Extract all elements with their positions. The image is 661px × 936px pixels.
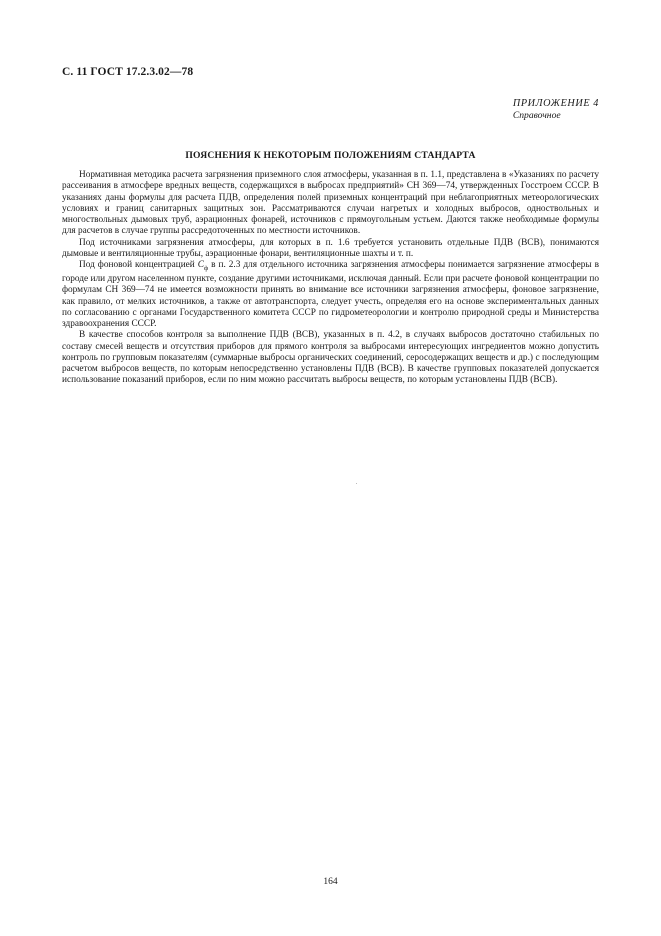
paragraph-pollution-sources: Под источниками загрязнения атмосферы, для которых в п. 1.6 требуется установить отдельные ПДВ (ВСВ), понимаются дымовые и вентиляционные трубы, аэрационные фонари, вентиляционные шахты и т. п. [62, 237, 599, 259]
scan-speck [356, 483, 357, 484]
paragraph-methodology: Нормативная методика расчета загрязнения приземного слоя атмосферы, указанная в п. 1.1, представлена в «Указаниях по расчету рассеивания в атмосфере вредных веществ, содержащихся в выбросах предприятий» СН 369—74, утвержденных Госстроем СССР. В указаниях даны формулы для расчета ПДВ, определения полей приземных концентраций при неблагоприятных метеорологических условиях и границ санитарных защитных зон. Рассматриваются случаи нагретых и холодных выбросов, одноствольных и многоствольных дымовых труб, аэрационных фонарей, источников с прямоугольным устьем. Даются также необходимые формулы для расчетов в случае группы рассредоточенных по местности источников. [62, 170, 599, 237]
body-text [62, 170, 599, 387]
paragraph-background-concentration [62, 260, 599, 330]
appendix-number: ПРИЛОЖЕНИЕ 4 [512, 98, 599, 109]
appendix-label [513, 98, 599, 122]
concentration-subscript: ф [203, 264, 209, 272]
paragraph-text-end: в п. 2.3 для отдельного источника загрязнения атмосферы понимается загрязнение атмосферы в городе или другом населенном пункте, создание другими источниками, исключая данный. Если при расчете фоновой концентрации по формулам СН 369—74 не имеется возможности принять во внимание все источники загрязнения атмосферы, фоновое загрязнение, как правило, от мелких источников, а также от автотранспорта, следует учесть, определяя его на основе экспериментальных данных по согласованию с органами Государственного комитета СССР по гидрометеорологии и контролю природной среды и Министерства здравоохранения СССР. [62, 260, 599, 330]
paragraph-text-start: Под фоновой концентрацией [79, 260, 198, 270]
concentration-symbol: C [197, 260, 204, 270]
paragraph-control-methods: В качестве способов контроля за выполнение ПДВ (ВСВ), указанных в п. 4.2, в случаях выбросов достаточно стабильных по составу смесей веществ и отсутствия приборов для прямого контроля за выбросами интересующих ингредиентов можно допустить контроль по групповым показателям (суммарные выбросы органических соединений, серосодержащих веществ и др.) с последующим расчетом выбросов веществ, по которым непосредственно установлены ПДВ (ВСВ). В качестве групповых показателей допускается использование показаний приборов, если по ним можно рассчитать выбросы веществ, по которым установлены ПДВ (ВСВ). [62, 330, 599, 386]
page-header: С. 11 ГОСТ 17.2.3.02—78 [62, 66, 194, 78]
page-number: 164 [323, 877, 338, 887]
section-title: ПОЯСНЕНИЯ К НЕКОТОРЫМ ПОЛОЖЕНИЯМ СТАНДАРТА [185, 150, 476, 161]
appendix-type: Справочное [512, 110, 561, 121]
